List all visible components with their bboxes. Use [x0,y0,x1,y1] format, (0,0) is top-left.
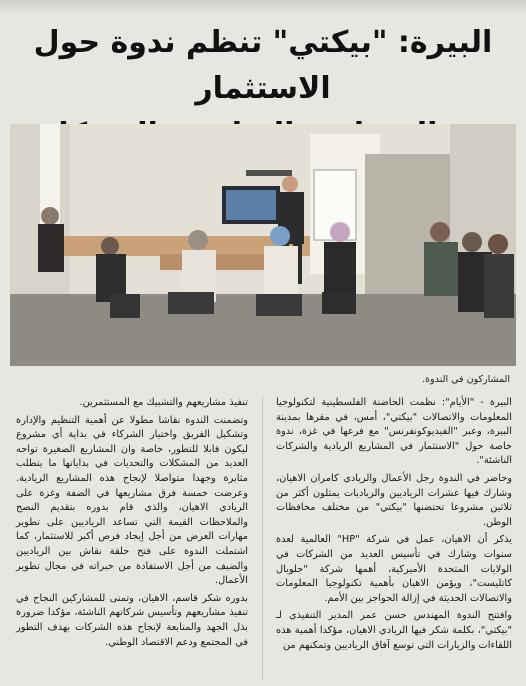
article-paragraph: يذكر أن الاهيان، عمل في شركة "HP" العالمية لعدة سنوات وشارك في تأسيس العديد من الشركات في الولايات المتحدة الأميركية، أهمها شركة "جلوبال كاتليست"، ويؤمن الاهيان بأهمية تكنولوجيا المعلومات والاتصالات الحديثة في إزالة الحواجز بين الأمم. [276,534,512,604]
article-paragraph: بدوره شكر قاسم، الاهيان، وتمنى للمشاركين النجاح في تنفيذ مشاريعهم وتأسيس شركاتهم الناشئة، مؤكدا ضرورة بذل الجهد والمتابعة لإنجاح هذه الشركات بهدف التطور في المجتمع ودعم الاقتصاد الوطني. [16,592,248,648]
seminar-photo-illustration [10,124,516,366]
article-paragraph: تنفيذ مشاريعهم والتشبيك مع المستثمرين. [79,397,248,408]
article-paragraph: وحاضر في الندوة رجل الأعمال والريادي كامران الاهيان، وشارك فيها عشرات الرياديين والرياديات يمثلون أكثر من ثلاثين مشروعا تحتضنها "بيكتي" من مختلف محافظات الوطن. [276,472,512,528]
article-paragraph: وتضمنت الندوة نقاشا مطولا عن أهمية التنظيم والإدارة وتشكيل الفريق واختيار الشركاء في بداية أي مشروع ليكون قابلا للتطور، خاصة وان المشاريع الصغيرة تواجه العديد من المشكلات والتحديات في بداياتها ما يتطلب مثابرة وجهدا متواصلا لإنجاح هذه المشاريع الريادية. وعرضت خمسة فرق مشاريعها في الضفة وغزة على الريادي الاهيان، والذي قام بدوره بتقديم النصح والملاحظات القيمة التي تساعد الرياديين على تطوير مهارات العرض من أجل إيجاد فرص أكبر للاستثمار، كما اشتملت الندوة على فتح حلقة نقاش بين الرياديين والضيف من أجل الاستفادة من خبراته في مجال تطوير الأعمال. [16,414,248,587]
page-top-edge [0,0,526,14]
column-divider [262,396,263,680]
article-photo [10,124,516,366]
article-paragraph: البيرة - "الأيام": نظمت الحاضنة الفلسطينية لتكنولوجيا المعلومات والاتصالات "بيكتي"، أمس، في مقرها بمدينة البيرة، وعبر "الفيديوكونفرنس" مع فرعها في غزة، ندوة خاصة حول "الاستثمار في المشاريع الريادية والشركات الناشئة". [276,397,512,467]
photo-caption: المشاركون في الندوة. [422,374,510,385]
article-column-left [16,396,248,653]
headline-line-1: البيرة: "بيكتي" تنظم ندوة حول الاستثمار [33,25,493,106]
article-column-right [276,396,512,656]
article-paragraph: وافتتح الندوة المهندس حسن عمر المدير التنفيذي لـ "بيكتي"، بكلمة شكر فيها الريادي الاهيان، مؤكدا أهمية هذه اللقاءات والزيارات التي توسع آفاق الرياديين وتمكنهم من [276,610,512,651]
article-headline [8,20,518,120]
